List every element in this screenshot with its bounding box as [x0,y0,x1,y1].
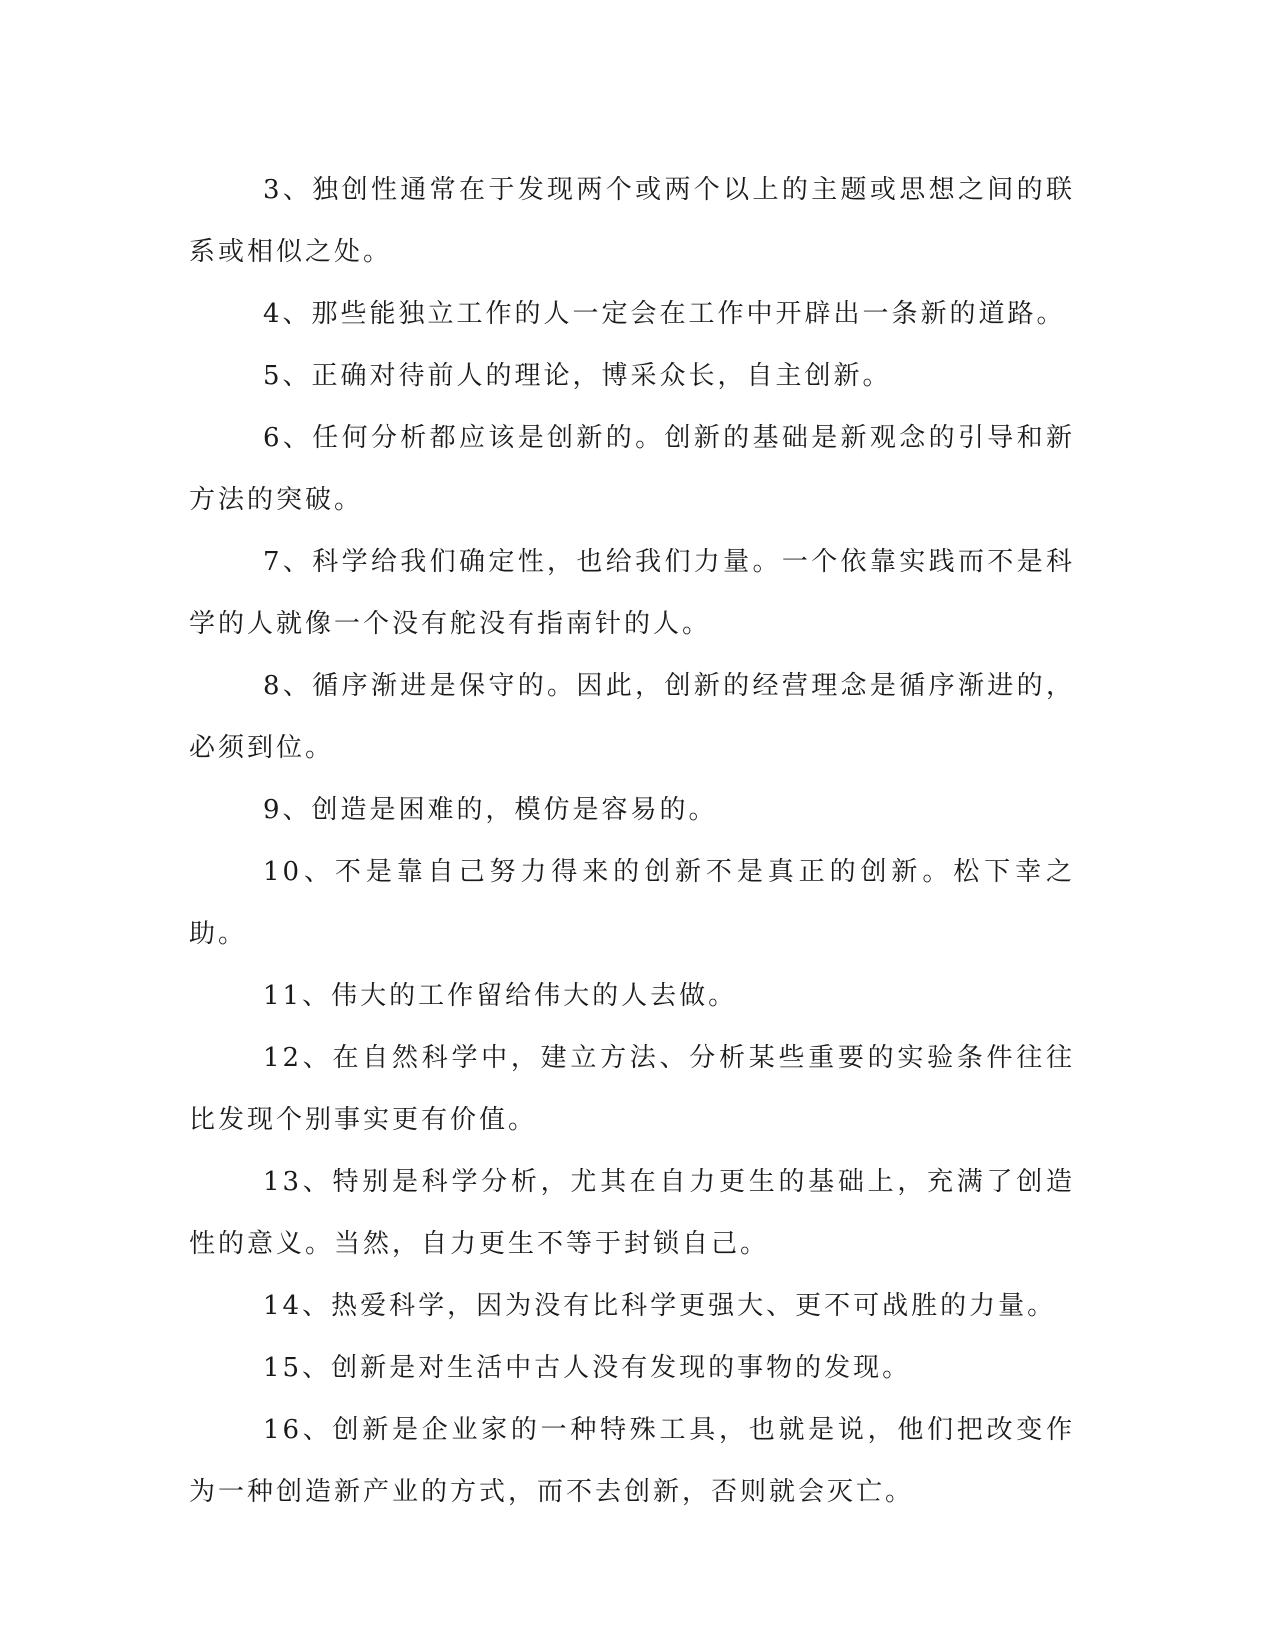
document-body [189,159,1075,1523]
paragraph-5: 5、正确对待前人的理论，博采众长，自主创新。 [263,361,892,391]
paragraph-8: 8、循序渐进是保守的。因此，创新的经营理念是循序渐进的，必须到位。 [189,671,1075,763]
paragraph-14: 14、热爱科学，因为没有比科学更强大、更不可战胜的力量。 [263,1291,1057,1321]
paragraph-15: 15、创新是对生活中古人没有发现的事物的发现。 [263,1353,912,1383]
paragraph-13: 13、特别是科学分析，尤其在自力更生的基础上，充满了创造性的意义。当然，自力更生不等于封锁自己。 [189,1167,1075,1259]
paragraph-11: 11、伟大的工作留给伟大的人去做。 [263,981,738,1011]
paragraph-16: 16、创新是企业家的一种特殊工具，也就是说，他们把改变作为一种创造新产业的方式，而不去创新，否则就会灭亡。 [189,1415,1075,1507]
paragraph-9: 9、创造是困难的，模仿是容易的。 [263,795,718,825]
paragraph-12: 12、在自然科学中，建立方法、分析某些重要的实验条件往往比发现个别事实更有价值。 [189,1043,1075,1135]
paragraph-3: 3、独创性通常在于发现两个或两个以上的主题或思想之间的联系或相似之处。 [189,175,1075,267]
paragraph-10: 10、不是靠自己努力得来的创新不是真正的创新。松下幸之助。 [189,857,1075,949]
paragraph-4: 4、那些能独立工作的人一定会在工作中开辟出一条新的道路。 [263,299,1066,329]
paragraph-6: 6、任何分析都应该是创新的。创新的基础是新观念的引导和新方法的突破。 [189,423,1075,515]
paragraph-7: 7、科学给我们确定性，也给我们力量。一个依靠实践而不是科学的人就像一个没有舵没有指南针的人。 [189,547,1075,639]
